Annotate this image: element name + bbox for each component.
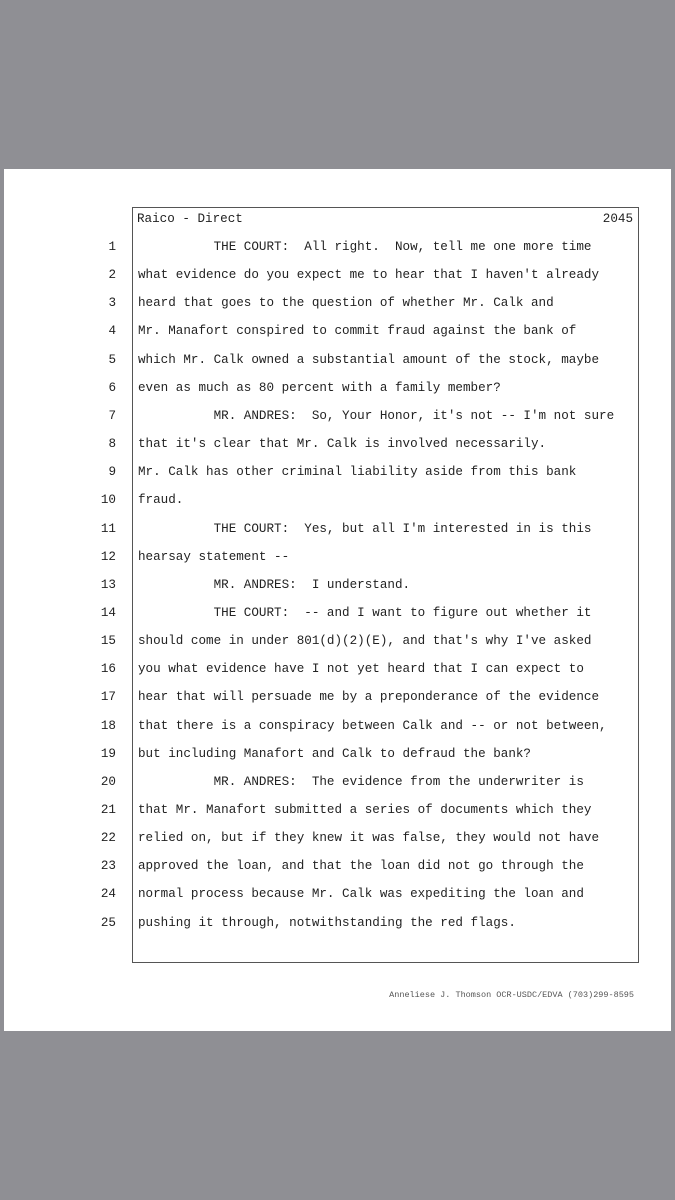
transcript-line: but including Manafort and Calk to defraud the bank? [138,746,531,761]
transcript-line: hear that will persuade me by a preponderance of the evidence [138,690,600,705]
line-number: 10 [100,493,116,508]
line-number: 5 [108,352,116,367]
transcript-line: even as much as 80 percent with a family member? [138,380,501,395]
line-number: 18 [100,718,116,733]
transcript-line: what evidence do you expect me to hear that I haven't already [138,268,600,283]
line-number: 11 [100,521,116,536]
transcript-line: THE COURT: All right. Now, tell me one more time [138,240,592,254]
line-number: 20 [100,774,116,789]
transcript-line: THE COURT: -- and I want to figure out whether it [138,605,592,620]
transcript-line: hearsay statement -- [138,549,290,564]
transcript-line: that there is a conspiracy between Calk and -- or not between, [138,718,607,733]
line-number: 21 [100,803,116,817]
line-number: 6 [108,380,116,395]
transcript-line: you what evidence have I not yet heard that I can expect to [138,662,584,677]
line-number: 25 [100,915,116,930]
line-number: 13 [100,577,116,592]
transcript-line: that it's clear that Mr. Calk is involved necessarily. [138,437,547,451]
line-number: 8 [108,437,116,451]
page-header [137,210,633,228]
line-number: 9 [108,465,116,480]
transcript-line: MR. ANDRES: So, Your Honor, it's not -- I'm not sure [138,408,615,423]
transcript-line: that Mr. Manafort submitted a series of documents which they [138,803,592,817]
line-number: 24 [100,887,116,902]
witness-label: Raico - Direct [137,212,243,226]
transcript-line: which Mr. Calk owned a substantial amount of the stock, maybe [138,352,600,367]
transcript-line: MR. ANDRES: The evidence from the underwriter is [138,774,584,789]
line-number: 15 [100,634,116,649]
court-reporter-footer: Anneliese J. Thomson OCR-USDC/EDVA (703)299-8595 [389,990,634,1000]
line-number: 17 [100,690,116,705]
transcript-line: should come in under 801(d)(2)(E), and that's why I've asked [138,634,592,649]
line-number: 23 [100,859,116,874]
transcript-line: normal process because Mr. Calk was expediting the loan and [138,887,584,902]
transcript-line: Mr. Manafort conspired to commit fraud against the bank of [138,324,577,339]
transcript-line: pushing it through, notwithstanding the red flags. [138,915,516,930]
line-number: 7 [108,408,116,423]
transcript-line: MR. ANDRES: I understand. [138,577,411,592]
page-number: 2045 [602,212,633,226]
line-number: 2 [108,268,116,283]
line-number: 16 [100,662,116,677]
transcript-line: fraud. [138,493,184,508]
line-number: 14 [100,605,116,620]
transcript-line: THE COURT: Yes, but all I'm interested in is this [138,521,592,536]
line-number: 12 [100,549,116,564]
line-number: 22 [100,831,116,846]
line-number: 1 [108,240,116,254]
transcript-page [4,169,671,1031]
transcript-line: heard that goes to the question of whether Mr. Calk and [138,296,554,311]
line-number: 19 [100,746,116,761]
transcript-line: approved the loan, and that the loan did not go through the [138,859,584,874]
transcript-line: relied on, but if they knew it was false, they would not have [138,831,600,846]
line-number: 4 [108,324,116,339]
transcript-line: Mr. Calk has other criminal liability aside from this bank [138,465,577,480]
line-number: 3 [108,296,116,311]
